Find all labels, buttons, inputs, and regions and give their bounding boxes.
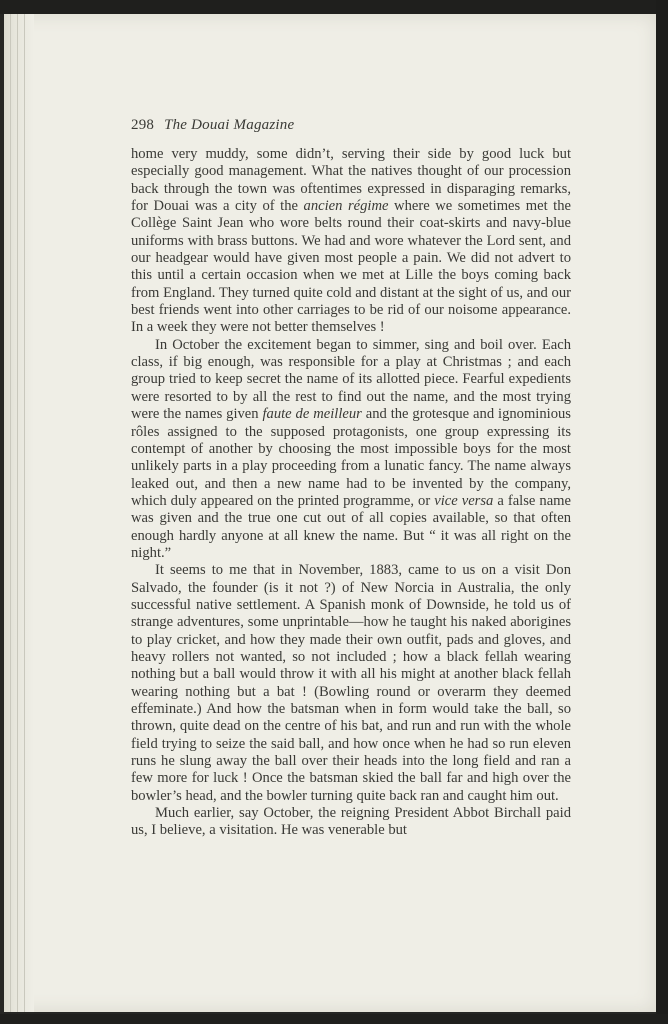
scan-bottom-border — [0, 1014, 668, 1024]
paragraph-3: It seems to me that in November, 1883, came to us on a visit Don Salvado, the founder (is it not ?) of New Norcia in Australia, the only successful native settlement. A Spanish monk of Downside, he told us of strange adventures, some unprintable—how he taught his naked aborigines to play cricket, and how they made their own outfit, pads and gloves, and heavy rollers not wanted, so not included ; how a black fellah wearing nothing but a ball would throw it with all his might at another black fellah wearing nothing but a bat ! (Bowling round or overarm they deemed effeminate.) And how the batsman when in form would take the ball, so thrown, quite dead on the centre of his bat, and run and run with the whole field trying to seize the said ball, and how once when he had so run eleven runs he slung away the ball over their heads into the long field and ran a few more for luck ! Once the batsman skied the ball far and high over the bowler’s head, and the bowler turning quite back ran and caught him out. — [131, 562, 571, 804]
paragraph-4: Much earlier, say October, the reigning President Abbot Birchall paid us, I believe, a visitation. He was venerable but — [131, 805, 571, 839]
running-head — [131, 116, 571, 134]
scan-top-border — [0, 0, 668, 14]
page-text-block — [131, 116, 571, 840]
page-gutter-shadow — [4, 14, 34, 1012]
paragraph-2-text: and the grotesque and ignominious rôles assigned to the supposed protagonists, one group expressing its contempt of another by choosing the most impossible boys for the most unlikely parts in a play proceeding from a lunatic fancy. The name always leaked out, and then a new name had to be invented by the company, which duly appeared on the printed programme, or — [131, 406, 571, 509]
paragraph-2-text: In October the excitement began to simmer, sing and boil over. Each class, if big enough, was responsible for a play at Christmas ; and each group tried to keep secret the name of its allotted piece. Fearful expedients were resorted to by all the rest to find out the name, and the most trying were the names given — [131, 336, 571, 423]
page-number: 298 — [131, 117, 155, 133]
paragraph-1-text: home very muddy, some didn’t, serving their side by good luck but especially good management. What the natives thought of our procession back through the town was oftentimes expressed in disparaging remarks, for Douai was a city of the — [131, 146, 571, 215]
paragraph-2-italic: vice versa — [434, 492, 494, 509]
magazine-title: The Douai Magazine — [164, 117, 295, 133]
gutter-line — [17, 14, 18, 1012]
paragraph-1-text: where we sometimes met the Collège Saint Jean who wore belts round their coat-skirts and navy-blue uniforms with brass buttons. We had and wore whatever the Lord sent, and our headgear would have given most people a pain. We did not advert to this until a certain occasion when we met at Lille the boys coming back from England. They turned quite cold and distant at the sight of us, and our best friends went into other carriages to be rid of our noisome appearance. In a week they were not better themselves ! — [131, 198, 571, 336]
paragraph-2-text: a false name was given and the true one cut out of all copies available, so that often enough hardly anyone at all knew the name. But “ it was all right on the night.” — [131, 492, 572, 561]
scan-right-border — [656, 0, 668, 1024]
paragraph-2 — [131, 337, 571, 562]
gutter-line — [24, 14, 25, 1012]
paragraph-1 — [131, 146, 571, 337]
gutter-line — [10, 14, 11, 1012]
paragraph-1-italic: ancien régime — [303, 198, 389, 215]
paragraph-2-italic: faute de meilleur — [262, 406, 362, 423]
